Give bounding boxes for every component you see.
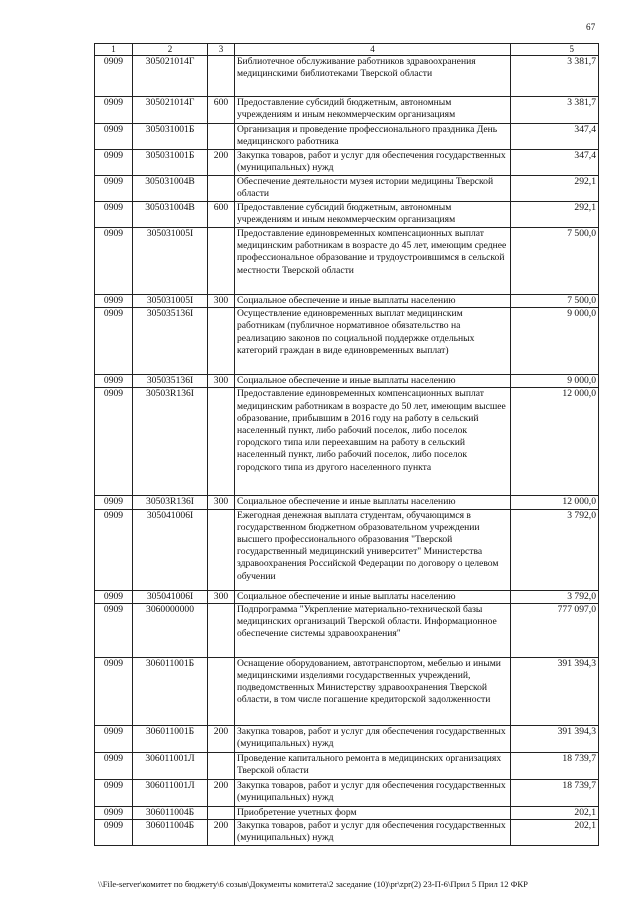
section-code: 0909 xyxy=(95,820,133,846)
expense-type: 600 xyxy=(208,97,235,124)
section-code: 0909 xyxy=(95,56,133,97)
amount: 12 000,0 xyxy=(511,388,599,496)
item-name: Социальное обеспечение и иные выплаты населению xyxy=(235,590,511,603)
amount: 9 000,0 xyxy=(511,308,599,375)
section-code: 0909 xyxy=(95,375,133,388)
item-name: Закупка товаров, работ и услуг для обеспечения государственных (муниципальных) нужд xyxy=(235,820,511,846)
article-code: 306011004Б xyxy=(133,806,208,819)
header-col-4: 4 xyxy=(235,44,511,56)
expense-type: 200 xyxy=(208,820,235,846)
article-code: 305031005I xyxy=(133,295,208,308)
section-code: 0909 xyxy=(95,124,133,150)
expense-type xyxy=(208,603,235,657)
article-code: 305041006I xyxy=(133,509,208,590)
expense-type: 200 xyxy=(208,779,235,806)
section-code: 0909 xyxy=(95,752,133,779)
article-code: 306011001Б xyxy=(133,657,208,725)
table-row xyxy=(95,388,599,496)
article-code: 3060000000 xyxy=(133,603,208,657)
article-code: 30503R136I xyxy=(133,388,208,496)
section-code: 0909 xyxy=(95,176,133,202)
expense-type: 600 xyxy=(208,202,235,228)
table-row xyxy=(95,308,599,375)
expense-type xyxy=(208,806,235,819)
budget-table xyxy=(94,43,599,846)
section-code: 0909 xyxy=(95,657,133,725)
table-row xyxy=(95,176,599,202)
section-code: 0909 xyxy=(95,308,133,375)
header-col-5: 5 xyxy=(511,44,599,56)
amount: 3 792,0 xyxy=(511,590,599,603)
expense-type xyxy=(208,509,235,590)
expense-type xyxy=(208,657,235,725)
article-code: 305031001Б xyxy=(133,124,208,150)
section-code: 0909 xyxy=(95,779,133,806)
table-row xyxy=(95,124,599,150)
expense-type: 300 xyxy=(208,590,235,603)
amount: 347,4 xyxy=(511,124,599,150)
table-row xyxy=(95,295,599,308)
section-code: 0909 xyxy=(95,590,133,603)
item-name: Подпрограмма "Укрепление материально-технической базы медицинских организаций Тверской области. Информационное обеспечение системы здравоохранения" xyxy=(235,603,511,657)
section-code: 0909 xyxy=(95,725,133,752)
amount: 292,1 xyxy=(511,176,599,202)
section-code: 0909 xyxy=(95,97,133,124)
amount: 18 739,7 xyxy=(511,752,599,779)
section-code: 0909 xyxy=(95,228,133,295)
item-name: Предоставление субсидий бюджетным, автономным учреждениям и иным некоммерческим организациям xyxy=(235,97,511,124)
section-code: 0909 xyxy=(95,295,133,308)
article-code: 305031004В xyxy=(133,202,208,228)
article-code: 305031001Б xyxy=(133,150,208,176)
article-code: 305035136I xyxy=(133,308,208,375)
item-name: Закупка товаров, работ и услуг для обеспечения государственных (муниципальных) нужд xyxy=(235,150,511,176)
table-row xyxy=(95,657,599,725)
expense-type: 300 xyxy=(208,375,235,388)
amount: 347,4 xyxy=(511,150,599,176)
amount: 9 000,0 xyxy=(511,375,599,388)
amount: 391 394,3 xyxy=(511,657,599,725)
item-name: Предоставление единовременных компенсационных выплат медицинским работникам в возрасте до 50 лет, имеющим высшее образование, прибывшим в 2016 году на работу в сельский населенный пункт, либо рабочий поселок, либо поселок городского типа или переехавшим на работу в сельский населенный пункт, либо рабочий поселок, либо поселок городского типа из другого населенного пункта xyxy=(235,388,511,496)
article-code: 305031005I xyxy=(133,228,208,295)
table-row xyxy=(95,752,599,779)
item-name: Библиотечное обслуживание работников здравоохранения медицинскими библиотеками Тверской области xyxy=(235,56,511,97)
item-name: Оснащение оборудованием, автотранспортом, мебелью и иными медицинскими изделиями государственных учреждений, подведомственных Министерству здравоохранения Тверской области, в том числе погашение кредиторской задолженности xyxy=(235,657,511,725)
table-row xyxy=(95,590,599,603)
amount: 777 097,0 xyxy=(511,603,599,657)
article-code: 305031004В xyxy=(133,176,208,202)
table-row xyxy=(95,150,599,176)
article-code: 305035136I xyxy=(133,375,208,388)
expense-type xyxy=(208,124,235,150)
amount: 391 394,3 xyxy=(511,725,599,752)
amount: 202,1 xyxy=(511,806,599,819)
section-code: 0909 xyxy=(95,806,133,819)
amount: 202,1 xyxy=(511,820,599,846)
table-header-row xyxy=(95,44,599,56)
table-row xyxy=(95,820,599,846)
table-row xyxy=(95,603,599,657)
header-col-2: 2 xyxy=(133,44,208,56)
table-row xyxy=(95,779,599,806)
section-code: 0909 xyxy=(95,496,133,509)
item-name: Организация и проведение профессионального праздника День медицинского работника xyxy=(235,124,511,150)
header-col-1: 1 xyxy=(95,44,133,56)
article-code: 306011001Л xyxy=(133,779,208,806)
item-name: Обеспечение деятельности музея истории медицины Тверской области xyxy=(235,176,511,202)
table-row xyxy=(95,97,599,124)
amount: 12 000,0 xyxy=(511,496,599,509)
page-number: 67 xyxy=(586,22,596,32)
article-code: 30503R136I xyxy=(133,496,208,509)
table-row xyxy=(95,725,599,752)
expense-type: 300 xyxy=(208,295,235,308)
amount: 3 381,7 xyxy=(511,97,599,124)
item-name: Предоставление единовременных компенсационных выплат медицинским работникам в возрасте до 45 лет, имеющим среднее профессиональное образование и трудоустроившимся в сельской местности Тверской области xyxy=(235,228,511,295)
item-name: Социальное обеспечение и иные выплаты населению xyxy=(235,496,511,509)
table-row xyxy=(95,56,599,97)
amount: 292,1 xyxy=(511,202,599,228)
expense-type xyxy=(208,176,235,202)
item-name: Проведение капитального ремонта в медицинских организациях Тверской области xyxy=(235,752,511,779)
expense-type xyxy=(208,388,235,496)
expense-type xyxy=(208,752,235,779)
amount: 7 500,0 xyxy=(511,295,599,308)
item-name: Социальное обеспечение и иные выплаты населению xyxy=(235,295,511,308)
table-row xyxy=(95,496,599,509)
item-name: Закупка товаров, работ и услуг для обеспечения государственных (муниципальных) нужд xyxy=(235,779,511,806)
expense-type: 200 xyxy=(208,150,235,176)
article-code: 306011004Б xyxy=(133,820,208,846)
amount: 7 500,0 xyxy=(511,228,599,295)
section-code: 0909 xyxy=(95,509,133,590)
expense-type xyxy=(208,56,235,97)
section-code: 0909 xyxy=(95,150,133,176)
expense-type: 300 xyxy=(208,496,235,509)
article-code: 305021014Г xyxy=(133,56,208,97)
expense-type: 200 xyxy=(208,725,235,752)
amount: 3 381,7 xyxy=(511,56,599,97)
table-row xyxy=(95,806,599,819)
expense-type xyxy=(208,308,235,375)
article-code: 305021014Г xyxy=(133,97,208,124)
article-code: 306011001Л xyxy=(133,752,208,779)
item-name: Ежегодная денежная выплата студентам, обучающимся в государственном бюджетном образовательном учреждении высшего профессионального образования "Тверской государственный медицинский университет" Министерства здравоохранения Российской Федерации по договору о целевом обучении xyxy=(235,509,511,590)
item-name: Осуществление единовременных выплат медицинским работникам (публичное нормативное обязательство на реализацию законов по социальной поддержке отдельных категорий граждан в виде единовременных выплат) xyxy=(235,308,511,375)
item-name: Приобретение учетных форм xyxy=(235,806,511,819)
header-col-3: 3 xyxy=(208,44,235,56)
section-code: 0909 xyxy=(95,388,133,496)
item-name: Предоставление субсидий бюджетным, автономным учреждениям и иным некоммерческим организациям xyxy=(235,202,511,228)
article-code: 306011001Б xyxy=(133,725,208,752)
table-row xyxy=(95,375,599,388)
amount: 3 792,0 xyxy=(511,509,599,590)
item-name: Социальное обеспечение и иные выплаты населению xyxy=(235,375,511,388)
section-code: 0909 xyxy=(95,202,133,228)
footer-file-path: \\File-server\комитет по бюджету\6 созыв\Документы комитета\2 заседание (10)\pr\zpr(2) 23-П-6\Прил 5 Прил 12 ФКР xyxy=(98,879,528,889)
article-code: 305041006I xyxy=(133,590,208,603)
amount: 18 739,7 xyxy=(511,779,599,806)
table-row xyxy=(95,509,599,590)
table-row xyxy=(95,228,599,295)
expense-type xyxy=(208,228,235,295)
table-row xyxy=(95,202,599,228)
section-code: 0909 xyxy=(95,603,133,657)
item-name: Закупка товаров, работ и услуг для обеспечения государственных (муниципальных) нужд xyxy=(235,725,511,752)
